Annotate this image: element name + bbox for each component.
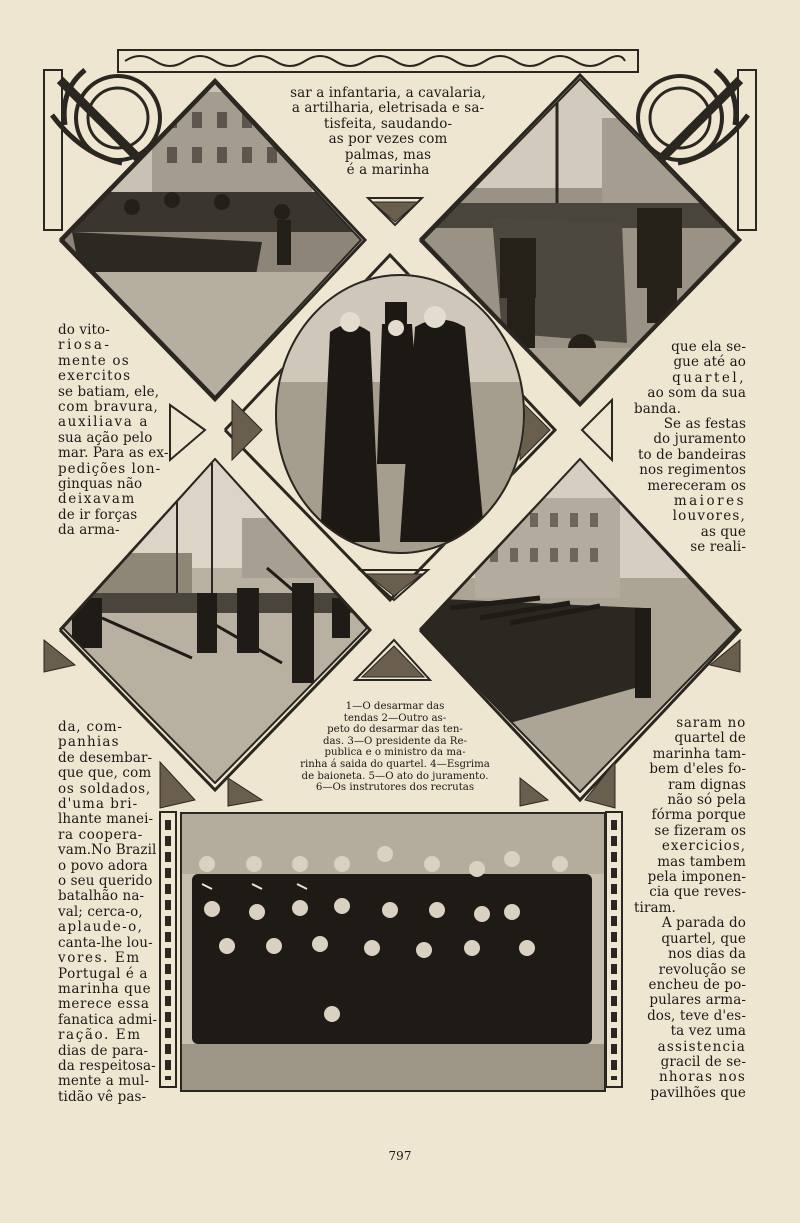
text-line: se reali- (690, 539, 746, 556)
text-line: encheu de po- (648, 976, 746, 993)
text-line: banda. (634, 400, 681, 417)
text-line: ginquas não (58, 476, 143, 493)
text-line: dias de para- (58, 1042, 149, 1059)
text-line: canta-lhe lou- (58, 934, 153, 951)
text-line: Portugal é a (58, 965, 149, 982)
text-line: mente a mul- (58, 1073, 150, 1090)
text-line: auxiliava a (58, 414, 149, 431)
caption-line: rinha á saida do quartel. 4—Esgrima (300, 758, 490, 770)
text-line: não só pela (667, 792, 746, 809)
text-line: a artilharia, eletrisada e sa- (291, 100, 485, 117)
text-line: assistencia (657, 1038, 746, 1055)
caption-line: de baioneta. 5—O ato do juramento. (301, 770, 489, 782)
text-line: val; cerca-o, (58, 903, 143, 920)
text-line: da arma- (58, 522, 120, 539)
text-line: aplaude-o, (58, 919, 144, 936)
text-line: ram dignas (668, 776, 746, 793)
text-line: da, com- (58, 719, 123, 735)
text-line: tisfeita, saudando- (323, 115, 453, 132)
text-line: é a marinha (346, 162, 430, 179)
text-line: cia que reves- (649, 884, 746, 901)
left-column-paragraph-1 (58, 323, 178, 539)
text-line: ra coopera- (58, 826, 143, 843)
text-line: batalhão na- (58, 888, 145, 905)
text-line: se fizeram os (654, 822, 746, 839)
text-line: mereceram os (647, 477, 746, 494)
caption-line: publica e o ministro da ma- (324, 747, 466, 759)
right-column-paragraph-1 (626, 340, 746, 556)
text-line: do juramento (653, 431, 746, 448)
text-line: as por vezes com (328, 131, 448, 148)
text-line: pela imponen- (647, 869, 746, 886)
caption-line: tendas 2—Outro as- (343, 712, 447, 724)
text-line: pavilhões que (650, 1084, 746, 1101)
text-line: gracil de se- (660, 1053, 746, 1070)
text-line: da respeitosa- (58, 1057, 156, 1074)
text-line: nhoras nos (659, 1069, 746, 1086)
top-paragraph (268, 86, 508, 178)
text-line: louvores, (672, 508, 746, 525)
text-line: gue até ao (673, 354, 746, 371)
caption-line: das. 3—O presidente da Re- (323, 735, 467, 747)
caption-line: peto do desarmar das ten- (327, 724, 463, 736)
text-line: o povo adora (58, 857, 148, 874)
text-line: maiores (673, 493, 746, 510)
text-line: riosa- (58, 337, 112, 354)
text-line: exercitos (58, 368, 132, 385)
text-line: marinha que (58, 980, 152, 997)
text-line: tiram. (634, 899, 676, 916)
photo-caption (300, 701, 490, 794)
text-line: ta vez uma (670, 1023, 746, 1040)
text-line: as que (700, 523, 746, 540)
photo-6-recruit-instructors (180, 812, 606, 1092)
text-line: quartel, (672, 369, 746, 386)
text-line: com bravura, (58, 399, 159, 416)
text-line: d'uma bri- (58, 796, 139, 813)
text-line: se batiam, ele, (58, 383, 160, 400)
text-line: merece essa (58, 996, 150, 1013)
text-line: que ela se- (671, 339, 746, 355)
text-line: deixavam (58, 491, 136, 508)
text-line: quartel, que (661, 930, 746, 947)
caption-line: 6—Os instrutores dos recrutas (315, 782, 475, 794)
text-line: panhias (58, 734, 120, 751)
right-column-paragraph-2 (626, 716, 746, 1101)
text-line: vam.No Brazil (58, 842, 157, 859)
text-line: pulares arma- (649, 992, 746, 1009)
caption-line: 1—O desarmar das (345, 701, 445, 712)
text-line: sar a infantaria, a cavalaria, (290, 85, 486, 101)
text-line: de ir forças (58, 506, 138, 523)
page-number: 797 (388, 1149, 412, 1163)
text-line: marinha tam- (652, 745, 746, 762)
text-line: mar. Para as ex- (58, 445, 169, 462)
text-line: que que, com (58, 765, 152, 782)
text-line: bem d'eles fo- (649, 761, 746, 778)
text-line: revolução se (658, 961, 746, 978)
left-column-paragraph-2 (58, 720, 178, 1105)
text-line: tidão vê pas- (58, 1088, 147, 1105)
text-line: fanatica admi- (58, 1011, 158, 1028)
text-line: quartel de (674, 730, 746, 747)
text-line: do vito- (58, 322, 110, 338)
text-line: palmas, mas (344, 146, 432, 163)
text-line: exercicios, (661, 838, 746, 855)
text-line: pedições lon- (58, 460, 162, 477)
text-line: mas tambem (657, 853, 746, 870)
text-line: de desembar- (58, 749, 153, 766)
text-line: o seu querido (58, 873, 153, 890)
text-line: fórma porque (651, 807, 746, 824)
text-line: ao som da sua (647, 385, 746, 402)
text-line: dos, teve d'es- (647, 1007, 746, 1024)
text-line: mente os (58, 352, 130, 369)
text-line: ração. Em (58, 1027, 142, 1044)
text-line: lhante manei- (58, 811, 154, 828)
text-line: Se as festas (663, 416, 746, 433)
text-line: nos regimentos (639, 462, 746, 479)
text-line: sua ação pelo (58, 429, 153, 446)
text-line: A parada do (661, 915, 746, 932)
text-line: os soldados, (58, 780, 151, 797)
text-line: nos dias da (667, 946, 746, 963)
text-line: to de bandeiras (637, 446, 746, 463)
text-line: saram no (676, 715, 746, 731)
text-line: vores. Em (58, 950, 141, 967)
